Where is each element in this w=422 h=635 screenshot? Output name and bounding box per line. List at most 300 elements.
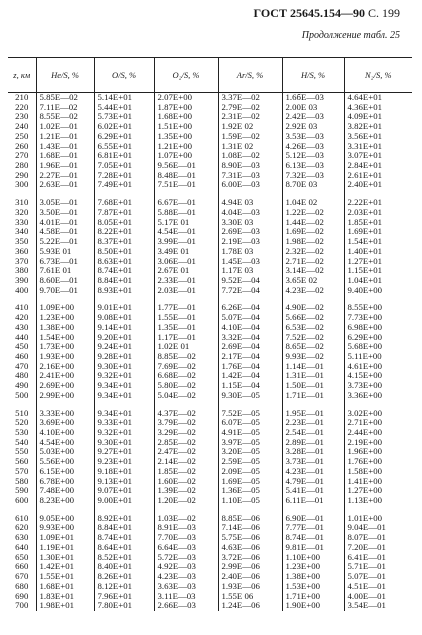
o2-ratio-cell: 2.33E—01	[154, 276, 218, 286]
o2-ratio-cell: 7.70E—03	[154, 533, 218, 543]
ar-ratio-cell: 3.20E—05	[218, 447, 282, 457]
o2-ratio-cell: 1.07E+00	[154, 151, 218, 161]
n2-ratio-cell: 9.40E+00	[347, 285, 383, 295]
table-row	[8, 103, 412, 113]
he-ratio-cell: 1.68E+01	[36, 582, 94, 592]
column-header-ar: Ar/S, %	[218, 58, 282, 93]
ar-ratio-cell: 2.31E—02	[218, 112, 282, 122]
n2-ratio-cell: 4.15E+00	[347, 371, 383, 381]
o2-ratio-cell: 5.17E 01	[154, 218, 218, 228]
n2-ratio-cell: 1.54E+01	[347, 237, 383, 247]
ar-ratio-cell: 1.92E 02	[218, 122, 282, 132]
n2-ratio-cell: 2.71E+00	[347, 418, 383, 428]
n2-ratio-cell: 1.96E+00	[347, 447, 383, 457]
o2-ratio-cell: 3.79E—02	[154, 418, 218, 428]
ar-ratio-cell: 7.14E—06	[218, 523, 282, 533]
o-ratio-cell: 9.01E+01	[94, 303, 154, 313]
he-ratio-cell: 1.30E+01	[36, 553, 94, 563]
h-ratio-cell: 1.14E—01	[282, 362, 344, 372]
o2-ratio-cell: 8.91E—03	[154, 523, 218, 533]
n2-ratio-cell: 1.27E+00	[347, 486, 383, 496]
o2-ratio-cell: 5.04E—02	[154, 391, 218, 401]
n2-ratio-cell: 2.03E+01	[347, 207, 383, 217]
h-ratio-cell: 1.6бЕ—03	[282, 93, 344, 103]
o2-ratio-cell: 6.68E—02	[154, 371, 218, 381]
o-ratio-cell: 8.52E+01	[94, 553, 154, 563]
altitude-cell: 620	[8, 523, 36, 533]
h-ratio-cell: 1.71E—01	[282, 391, 344, 401]
o-ratio-cell: 7.87E+01	[94, 208, 154, 218]
altitude-cell: 400	[8, 286, 36, 296]
h-ratio-cell: 1.04E 02	[282, 198, 344, 208]
he-ratio-cell: 1.38E+00	[36, 323, 94, 333]
he-ratio-cell: 1.96E—01	[36, 161, 94, 171]
o-ratio-cell: 9.32E+01	[94, 428, 154, 438]
he-ratio-cell: 1.55E+01	[36, 572, 94, 582]
h-ratio-cell: 3.65E 02	[282, 276, 344, 286]
o-ratio-cell: 6.55E+01	[94, 142, 154, 152]
o-ratio-cell: 9.33E+01	[94, 418, 154, 428]
o-ratio-cell: 8.22E+01	[94, 227, 154, 237]
o2-ratio-cell: 1.20E—02	[154, 496, 218, 506]
n2-ratio-cell: 1.58E+00	[347, 466, 383, 476]
he-ratio-cell: 1.93E+00	[36, 352, 94, 362]
o-ratio-cell: 7.96E+01	[94, 592, 154, 602]
data-table	[8, 57, 412, 611]
he-ratio-cell: 7.11E—02	[36, 103, 94, 113]
h-ratio-cell: 3.14E—02	[282, 266, 344, 276]
o2-ratio-cell: 2.14E—02	[154, 457, 218, 467]
table-row	[8, 218, 412, 228]
altitude-cell: 610	[8, 514, 36, 524]
table-row	[8, 93, 412, 103]
altitude-cell: 430	[8, 323, 36, 333]
n2-ratio-cell: 6.98E+00	[347, 322, 383, 332]
he-ratio-cell: 6.78E+00	[36, 477, 94, 487]
he-ratio-cell: 2.16E+00	[36, 362, 94, 372]
altitude-cell: 410	[8, 303, 36, 313]
he-ratio-cell: 4.10E+00	[36, 428, 94, 438]
altitude-cell: 370	[8, 257, 36, 267]
altitude-cell: 690	[8, 592, 36, 602]
h-ratio-cell: 1.22E—02	[282, 208, 344, 218]
altitude-cell: 520	[8, 418, 36, 428]
table-row	[8, 313, 412, 323]
ar-ratio-cell: 2.19E—03	[218, 237, 282, 247]
n2-ratio-cell: 1.15E+01	[347, 266, 383, 276]
table-row	[8, 237, 412, 247]
group-spacer-row	[8, 401, 412, 409]
spacer-cell	[36, 295, 94, 303]
o2-ratio-cell: 9.56E—01	[154, 161, 218, 171]
o-ratio-cell: 8.05E+01	[94, 218, 154, 228]
n2-ratio-cell: 2.61E+01	[347, 170, 383, 180]
altitude-cell: 590	[8, 486, 36, 496]
o2-ratio-cell: 6.67E—01	[154, 198, 218, 208]
n2-ratio-cell: 8.55E+00	[347, 303, 383, 313]
o-ratio-cell: 5.73E+01	[94, 112, 154, 122]
ar-ratio-cell: 3.30E 03	[218, 218, 282, 228]
o-ratio-cell: 9.07E+01	[94, 486, 154, 496]
n2-ratio-cell: 5.11E+00	[347, 351, 382, 361]
n2-ratio-cell: 5.71E—01	[347, 562, 386, 572]
spacer-cell	[8, 401, 36, 409]
altitude-cell: 670	[8, 572, 36, 582]
o2-ratio-cell: 1.03E—02	[154, 514, 218, 524]
n2-ratio-cell: 1.69E+01	[347, 227, 383, 237]
h-ratio-cell: 1.23E+00	[282, 562, 344, 572]
table-row	[8, 447, 412, 457]
o-ratio-cell: 5.44E+01	[94, 103, 154, 113]
spacer-cell	[218, 506, 282, 514]
o-ratio-cell: 9.14E+01	[94, 323, 154, 333]
altitude-cell: 470	[8, 362, 36, 372]
n2-ratio-cell: 1.04E+01	[347, 275, 383, 285]
table-row	[8, 553, 412, 563]
table-row	[8, 276, 412, 286]
altitude-cell: 500	[8, 391, 36, 401]
table-row	[8, 601, 412, 611]
h-ratio-cell: 2.42E—03	[282, 112, 344, 122]
spacer-cell	[94, 401, 154, 409]
ar-ratio-cell: 6.00E—03	[218, 180, 282, 190]
n2-ratio-cell: 2.40E+01	[347, 180, 383, 190]
he-ratio-cell: 5.03E+00	[36, 447, 94, 457]
altitude-cell: 580	[8, 477, 36, 487]
h-ratio-cell: 1.98E—02	[282, 237, 344, 247]
h-ratio-cell: 2.92E 03	[282, 122, 344, 132]
table-row	[8, 122, 412, 132]
h-ratio-cell: 3.73E—01	[282, 457, 344, 467]
n2-ratio-cell: 3.31E+01	[347, 141, 383, 151]
o-ratio-cell: 8.93E+01	[94, 286, 154, 296]
table-row	[8, 582, 412, 592]
o2-ratio-cell: 1.17E—01	[154, 333, 218, 343]
table-row	[8, 496, 412, 506]
table-row	[8, 371, 412, 381]
altitude-cell: 490	[8, 381, 36, 391]
table-row	[8, 477, 412, 487]
altitude-cell: 600	[8, 496, 36, 506]
table-row	[8, 112, 412, 122]
he-ratio-cell: 4.54E+00	[36, 438, 94, 448]
h-ratio-cell: 1.69E—02	[282, 227, 344, 237]
o2-ratio-cell: 2.03E—01	[154, 286, 218, 296]
o-ratio-cell: 9.20E+01	[94, 333, 154, 343]
o-ratio-cell: 9.24E+01	[94, 342, 154, 352]
n2-ratio-cell: 7.73E+00	[347, 313, 383, 323]
he-ratio-cell: 2.27E—01	[36, 171, 94, 181]
column-header-he: He/S, %	[36, 58, 94, 93]
he-ratio-cell: 1.09E+01	[36, 533, 94, 543]
o2-ratio-cell: 3.49E 01	[154, 247, 218, 257]
he-ratio-cell: 5.56E+00	[36, 457, 94, 467]
standard-number: ГОСТ 25645.154—90	[253, 6, 365, 20]
spacer-cell	[8, 190, 36, 198]
o-ratio-cell: 8.74E+01	[94, 533, 154, 543]
o2-ratio-cell: 2.66E—03	[154, 601, 218, 611]
h-ratio-cell: 9.81E—01	[282, 543, 344, 553]
he-ratio-cell: 1.09E+00	[36, 303, 94, 313]
ar-ratio-cell: 7.72E—04	[218, 286, 282, 296]
he-ratio-cell: 9.05E+00	[36, 514, 94, 524]
h-ratio-cell: 3.53E—03	[282, 132, 344, 142]
table-row	[8, 257, 412, 267]
n2-ratio-cell: 3.02E+00	[347, 408, 383, 418]
ar-ratio-cell: 1.10E—05	[218, 496, 282, 506]
table-row	[8, 428, 412, 438]
o2-ratio-cell: 1.87E+00	[154, 103, 218, 113]
altitude-cell: 540	[8, 438, 36, 448]
he-ratio-cell: 1.21E—01	[36, 132, 94, 142]
altitude-cell: 640	[8, 543, 36, 553]
o2-ratio-cell: 3.29E—02	[154, 428, 218, 438]
table-header-row	[8, 58, 412, 93]
he-ratio-cell: 2.69E+00	[36, 381, 94, 391]
n2-ratio-cell: 3.73E+00	[347, 381, 383, 391]
h-ratio-cell: 8.65E—02	[282, 342, 344, 352]
n2-ratio-cell: 4.36E+01	[347, 102, 383, 112]
o2-ratio-cell: 5.72E—03	[154, 553, 218, 563]
altitude-cell: 560	[8, 457, 36, 467]
altitude-cell: 310	[8, 198, 36, 208]
n2-ratio-cell: 3.82E+01	[347, 122, 383, 132]
he-ratio-cell: 2.63E—01	[36, 180, 94, 190]
o2-ratio-cell: 2.85E—02	[154, 438, 218, 448]
column-header-o: O/S, %	[94, 58, 154, 93]
table-row	[8, 286, 412, 296]
o-ratio-cell: 9.30E+01	[94, 362, 154, 372]
table-row	[8, 438, 412, 448]
altitude-cell: 320	[8, 208, 36, 218]
n2-ratio-cell: 3.56E+01	[347, 131, 383, 141]
spacer-cell	[94, 190, 154, 198]
spacer-cell	[36, 401, 94, 409]
o2-ratio-cell: 5.80E—02	[154, 381, 218, 391]
altitude-cell: 680	[8, 582, 36, 592]
spacer-cell	[282, 295, 344, 303]
he-ratio-cell: 1.98E+01	[36, 601, 94, 611]
n2-ratio-cell: 9.04E—01	[347, 523, 386, 533]
ar-ratio-cell: 1.93E—06	[218, 582, 282, 592]
altitude-cell: 480	[8, 371, 36, 381]
he-ratio-cell: 2.41E+00	[36, 371, 94, 381]
table-row	[8, 161, 412, 171]
h-ratio-cell: 1.95E—01	[282, 409, 344, 419]
ar-ratio-cell: 1.55E 06	[218, 592, 282, 602]
table-row	[8, 303, 412, 313]
h-ratio-cell: 2.00E 03	[282, 103, 344, 113]
h-ratio-cell: 8.74E—01	[282, 533, 344, 543]
he-ratio-cell: 1.19E+01	[36, 543, 94, 553]
altitude-cell: 550	[8, 447, 36, 457]
altitude-cell: 570	[8, 467, 36, 477]
ar-ratio-cell: 6.07E—05	[218, 418, 282, 428]
spacer-cell	[154, 506, 218, 514]
table-row	[8, 247, 412, 257]
h-ratio-cell: 5.41E—01	[282, 486, 344, 496]
o-ratio-cell: 8.26E+01	[94, 572, 154, 582]
h-ratio-cell: 4.90E—02	[282, 303, 344, 313]
o-ratio-cell: 8.12E+01	[94, 582, 154, 592]
h-ratio-cell: 1.71E+00	[282, 592, 344, 602]
spacer-cell	[282, 190, 344, 198]
o-ratio-cell: 6.02E+01	[94, 122, 154, 132]
h-ratio-cell: 4.23E—01	[282, 467, 344, 477]
column-header-n2: N₂/S, %	[344, 58, 412, 93]
ar-ratio-cell: 1.15E—04	[218, 381, 282, 391]
o2-ratio-cell: 1.55E—01	[154, 313, 218, 323]
table-row	[8, 198, 412, 208]
he-ratio-cell: 7.61E 01	[36, 266, 94, 276]
o2-ratio-cell: 6.64E—03	[154, 543, 218, 553]
h-ratio-cell: 5.12E—03	[282, 151, 344, 161]
n2-ratio-cell: 2.84E+01	[347, 161, 383, 171]
he-ratio-cell: 1.54E+00	[36, 333, 94, 343]
table-row	[8, 418, 412, 428]
table-row	[8, 467, 412, 477]
ar-ratio-cell: 3.32E—04	[218, 333, 282, 343]
table-row	[8, 333, 412, 343]
o2-ratio-cell: 4.54E—01	[154, 227, 218, 237]
n2-ratio-cell: 1.40E+01	[347, 246, 383, 256]
n2-ratio-cell: 6.29E+00	[347, 332, 383, 342]
he-ratio-cell: 3.50E—01	[36, 208, 94, 218]
altitude-cell: 300	[8, 180, 36, 190]
group-spacer-row	[8, 295, 412, 303]
spacer-cell	[218, 401, 282, 409]
ar-ratio-cell: 1.24E—06	[218, 601, 282, 611]
he-ratio-cell: 1.02E—01	[36, 122, 94, 132]
he-ratio-cell: 5.93E 01	[36, 247, 94, 257]
he-ratio-cell: 1.42E+01	[36, 562, 94, 572]
he-ratio-cell: 8.60E—01	[36, 276, 94, 286]
o2-ratio-cell: 7.51E—01	[154, 180, 218, 190]
h-ratio-cell: 6.11E—01	[282, 496, 344, 506]
he-ratio-cell: 3.05E—01	[36, 198, 94, 208]
he-ratio-cell: 4.58E—01	[36, 227, 94, 237]
spacer-cell	[154, 295, 218, 303]
he-ratio-cell: 1.43E—01	[36, 142, 94, 152]
o-ratio-cell: 9.18E+01	[94, 467, 154, 477]
ar-ratio-cell: 3.37E—02	[218, 93, 282, 103]
o-ratio-cell: 9.34E+01	[94, 391, 154, 401]
o-ratio-cell: 8.84E+01	[94, 523, 154, 533]
ar-ratio-cell: 4.10E—04	[218, 323, 282, 333]
altitude-cell: 630	[8, 533, 36, 543]
o-ratio-cell: 8.84E+01	[94, 276, 154, 286]
o2-ratio-cell: 8.48E—01	[154, 171, 218, 181]
ar-ratio-cell: 1.59E—02	[218, 132, 282, 142]
he-ratio-cell: 6.15E+00	[36, 467, 94, 477]
group-spacer-row	[8, 190, 412, 198]
h-ratio-cell: 2.23E—01	[282, 418, 344, 428]
o-ratio-cell: 7.28E+01	[94, 171, 154, 181]
spacer-cell	[94, 506, 154, 514]
n2-ratio-cell: 3.54E—01	[347, 601, 386, 611]
h-ratio-cell: 9.93E—02	[282, 352, 344, 362]
h-ratio-cell: 4.23E—02	[282, 286, 344, 296]
o-ratio-cell: 9.08E+01	[94, 313, 154, 323]
spacer-cell	[218, 190, 282, 198]
altitude-cell: 340	[8, 227, 36, 237]
h-ratio-cell: 1.50E—01	[282, 381, 344, 391]
h-ratio-cell: 6.13E—03	[282, 161, 344, 171]
spacer-cell	[154, 401, 218, 409]
o-ratio-cell: 9.27E+01	[94, 447, 154, 457]
he-ratio-cell: 1.73E+00	[36, 342, 94, 352]
he-ratio-cell: 7.48E+00	[36, 486, 94, 496]
altitude-cell: 240	[8, 122, 36, 132]
o2-ratio-cell: 1.85E—02	[154, 467, 218, 477]
o-ratio-cell: 7.68E+01	[94, 198, 154, 208]
o2-ratio-cell: 5.88E—01	[154, 208, 218, 218]
ar-ratio-cell: 7.52E—05	[218, 409, 282, 419]
o2-ratio-cell: 4.92E—03	[154, 562, 218, 572]
n2-ratio-cell: 3.07E+01	[347, 151, 383, 161]
altitude-cell: 700	[8, 601, 36, 611]
altitude-cell: 510	[8, 409, 36, 419]
h-ratio-cell: 1.90E+00	[282, 601, 344, 611]
n2-ratio-cell: 1.85E+01	[347, 217, 383, 227]
n2-ratio-cell: 7.20E—01	[347, 542, 386, 552]
he-ratio-cell: 1.68E—01	[36, 151, 94, 161]
o2-ratio-cell: 1.35E—01	[154, 323, 218, 333]
ar-ratio-cell: 1.76E—04	[218, 362, 282, 372]
h-ratio-cell: 2.54E—01	[282, 428, 344, 438]
page-number: С. 199	[367, 6, 400, 20]
o-ratio-cell: 8.74E+01	[94, 266, 154, 276]
n2-ratio-cell: 1.76E+00	[347, 457, 383, 467]
n2-ratio-cell: 8.07E—01	[347, 533, 386, 543]
ar-ratio-cell: 3.72E—06	[218, 553, 282, 563]
ar-ratio-cell: 2.79E—02	[218, 103, 282, 113]
ar-ratio-cell: 1.31E 02	[218, 142, 282, 152]
o-ratio-cell: 7.49E+01	[94, 180, 154, 190]
n2-ratio-cell: 4.51E—01	[347, 581, 386, 591]
n2-ratio-cell: 4.61E+00	[347, 361, 383, 371]
h-ratio-cell: 1.10E+00	[282, 553, 344, 563]
table-row	[8, 151, 412, 161]
spacer-cell	[344, 401, 412, 409]
o2-ratio-cell: 1.77E—01	[154, 303, 218, 313]
h-ratio-cell: 5.66E—02	[282, 313, 344, 323]
h-ratio-cell: 2.32E—02	[282, 247, 344, 257]
ar-ratio-cell: 2.40E—06	[218, 572, 282, 582]
table-row	[8, 208, 412, 218]
group-spacer-row	[8, 506, 412, 514]
table-row	[8, 523, 412, 533]
table-row	[8, 180, 412, 190]
ar-ratio-cell: 2.17E—04	[218, 352, 282, 362]
ar-ratio-cell: 1.78E 03	[218, 247, 282, 257]
h-ratio-cell: 4.26E—03	[282, 142, 344, 152]
o-ratio-cell: 9.34E+01	[94, 381, 154, 391]
ar-ratio-cell: 4.04E—03	[218, 208, 282, 218]
altitude-cell: 660	[8, 562, 36, 572]
ar-ratio-cell: 9.52E—04	[218, 276, 282, 286]
h-ratio-cell: 1.44E—02	[282, 218, 344, 228]
table-row	[8, 132, 412, 142]
he-ratio-cell: 3.69E+00	[36, 418, 94, 428]
o-ratio-cell: 9.28E+01	[94, 352, 154, 362]
n2-ratio-cell: 4.64E+01	[347, 92, 383, 102]
ar-ratio-cell: 1.08E—02	[218, 151, 282, 161]
o-ratio-cell: 8.40E+01	[94, 562, 154, 572]
table-row	[8, 409, 412, 419]
altitude-cell: 450	[8, 342, 36, 352]
table-row	[8, 391, 412, 401]
